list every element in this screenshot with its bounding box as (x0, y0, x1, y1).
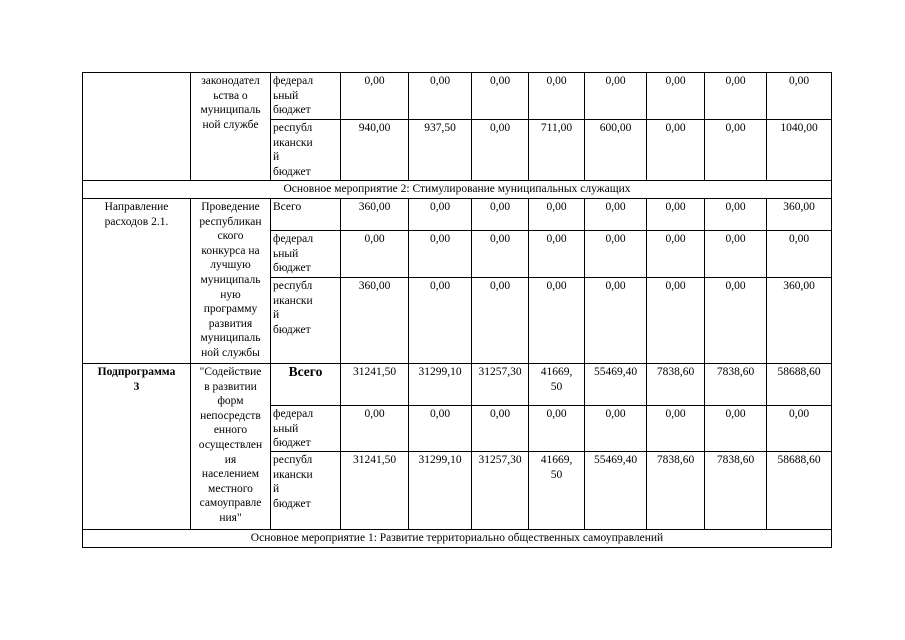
value-cell: 0,00 (529, 73, 585, 120)
value-cell: 0,00 (409, 199, 472, 231)
value-cell: 55469,40 (585, 452, 647, 530)
value-cell: 31241,50 (341, 452, 409, 530)
value-cell: 0,00 (472, 73, 529, 120)
value-cell: 0,00 (409, 73, 472, 120)
value-cell: 7838,60 (705, 452, 767, 530)
subprogram-cell: Подпрограмма 3 (83, 364, 191, 530)
value-cell: 0,00 (529, 406, 585, 452)
funding-source-cell: федерал ьный бюджет (271, 231, 341, 278)
value-cell: 0,00 (647, 406, 705, 452)
value-cell: 0,00 (585, 73, 647, 120)
value-cell: 0,00 (647, 231, 705, 278)
value-cell: 360,00 (341, 278, 409, 364)
section-title: Основное мероприятие 2: Стимулирование муниципальных служащих (83, 181, 832, 199)
value-cell: 0,00 (705, 406, 767, 452)
value-cell: 600,00 (585, 120, 647, 181)
value-cell: 31299,10 (409, 452, 472, 530)
value-cell: 1040,00 (767, 120, 832, 181)
value-cell: 7838,60 (647, 452, 705, 530)
value-cell: 31257,30 (472, 364, 529, 406)
value-cell: 360,00 (341, 199, 409, 231)
value-cell: 0,00 (705, 231, 767, 278)
value-cell: 31241,50 (341, 364, 409, 406)
direction-cell: Направление расходов 2.1. (83, 199, 191, 364)
value-cell: 0,00 (472, 231, 529, 278)
section-title: Основное мероприятие 1: Развитие территориально общественных самоуправлений (83, 530, 832, 548)
section-header-row (83, 530, 832, 548)
value-cell: 0,00 (647, 199, 705, 231)
value-cell: 360,00 (767, 199, 832, 231)
value-cell: 0,00 (705, 199, 767, 231)
section-header-row (83, 181, 832, 199)
value-cell: 0,00 (705, 278, 767, 364)
value-cell: 58688,60 (767, 364, 832, 406)
value-cell: 0,00 (767, 231, 832, 278)
value-cell: 0,00 (409, 406, 472, 452)
value-cell: 0,00 (767, 406, 832, 452)
value-cell: 41669, 50 (529, 452, 585, 530)
table-row (83, 364, 832, 406)
value-cell: 0,00 (585, 231, 647, 278)
funding-source-cell: республ икански й бюджет (271, 278, 341, 364)
value-cell: 0,00 (529, 231, 585, 278)
funding-source-cell: федерал ьный бюджет (271, 406, 341, 452)
value-cell: 0,00 (529, 278, 585, 364)
value-cell: 58688,60 (767, 452, 832, 530)
funding-source-cell: республ икански й бюджет (271, 120, 341, 181)
table-row (83, 73, 832, 120)
measure-name-cell: Проведение республикан ского конкурса на лучшую муниципаль ную программу развития муниципаль ной службы (191, 199, 271, 364)
value-cell: 0,00 (585, 406, 647, 452)
funding-source-cell: Всего (271, 199, 341, 231)
value-cell: 937,50 (409, 120, 472, 181)
value-cell: 31257,30 (472, 452, 529, 530)
funding-source-cell: Всего (271, 364, 341, 406)
subprogram-name-cell: "Содействие в развитии форм непосредств енного осуществлен ия населением местного самоуправле ния" (191, 364, 271, 530)
value-cell: 41669, 50 (529, 364, 585, 406)
value-cell: 0,00 (341, 231, 409, 278)
value-cell: 0,00 (647, 278, 705, 364)
value-cell: 0,00 (341, 406, 409, 452)
value-cell: 0,00 (472, 406, 529, 452)
table-row (83, 199, 832, 231)
value-cell: 0,00 (585, 199, 647, 231)
value-cell: 360,00 (767, 278, 832, 364)
value-cell: 0,00 (705, 120, 767, 181)
value-cell: 0,00 (647, 73, 705, 120)
value-cell: 0,00 (341, 73, 409, 120)
funding-source-cell: федерал ьный бюджет (271, 73, 341, 120)
value-cell: 0,00 (472, 120, 529, 181)
value-cell: 0,00 (409, 231, 472, 278)
value-cell: 0,00 (529, 199, 585, 231)
value-cell: 7838,60 (705, 364, 767, 406)
value-cell: 711,00 (529, 120, 585, 181)
value-cell: 31299,10 (409, 364, 472, 406)
funding-source-cell: республ икански й бюджет (271, 452, 341, 530)
value-cell: 0,00 (705, 73, 767, 120)
budget-table (82, 72, 832, 548)
value-cell: 0,00 (472, 278, 529, 364)
value-cell: 0,00 (585, 278, 647, 364)
value-cell: 940,00 (341, 120, 409, 181)
measure-name-cell: законодател ьства о муниципаль ной службе (191, 73, 271, 181)
value-cell: 0,00 (472, 199, 529, 231)
value-cell: 0,00 (767, 73, 832, 120)
value-cell: 55469,40 (585, 364, 647, 406)
value-cell: 7838,60 (647, 364, 705, 406)
value-cell: 0,00 (647, 120, 705, 181)
direction-cell-empty (83, 73, 191, 181)
value-cell: 0,00 (409, 278, 472, 364)
